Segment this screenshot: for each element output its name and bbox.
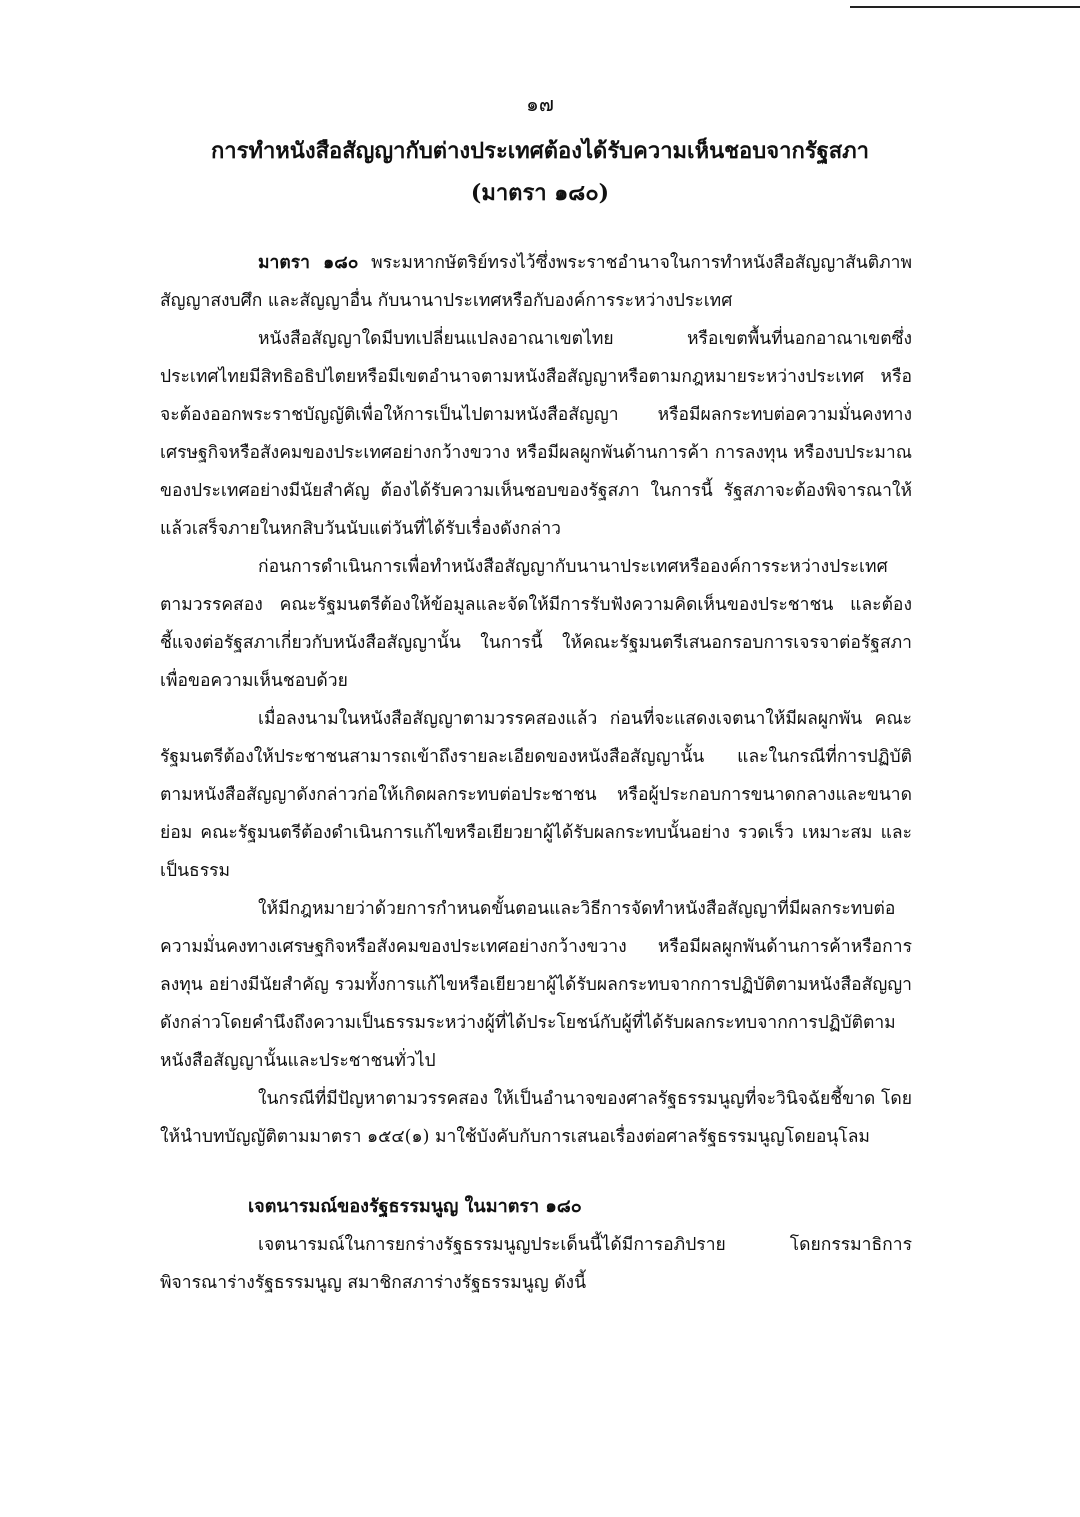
paragraph-1-text: พระมหากษัตริย์ทรงไว้ซึ่งพระราชอำนาจในการทำหนังสือสัญญาสันติภาพ สัญญาสงบศึก และสัญญาอื่น กับนานาประเทศหรือกับองค์การระหว่างประเทศ <box>160 253 912 311</box>
paragraph-4: เมื่อลงนามในหนังสือสัญญาตามวรรคสองแล้ว ก่อนที่จะแสดงเจตนาให้มีผลผูกพัน คณะรัฐมนตรีต้องให้ประชาชนสามารถเข้าถึงรายละเอียดของหนังสือสัญญานั้น และในกรณีที่การปฏิบัติตามหนังสือสัญญาดังกล่าวก่อให้เกิดผลกระทบต่อประชาชน หรือผู้ประกอบการขนาดกลางและขนาดย่อม คณะรัฐมนตรีต้องดำเนินการแก้ไขหรือเยียวยาผู้ได้รับผลกระทบนั้นอย่าง รวดเร็ว เหมาะสม และเป็นธรรม <box>160 709 912 881</box>
page-number: ๑๗ <box>526 92 554 116</box>
title-line-1: การทำหนังสือสัญญากับต่างประเทศต้องได้รับความเห็นชอบจากรัฐสภา <box>210 138 870 164</box>
section-paragraph-1: เจตนารมณ์ในการยกร่างรัฐธรรมนูญประเด็นนี้ได้มีการอภิปราย โดยกรรมาธิการพิจารณาร่างรัฐธรรมนูญ สมาชิกสภาร่างรัฐธรรมนูญ ดังนี้ <box>160 1235 912 1293</box>
paragraph-section-180 <box>160 244 912 320</box>
title-line-2: (มาตรา ๑๘๐) <box>470 180 610 206</box>
paragraph-6: ในกรณีที่มีปัญหาตามวรรคสอง ให้เป็นอำนาจของศาลรัฐธรรมนูญที่จะวินิจฉัยชี้ขาด โดยให้นำบทบัญญัติตามมาตรา ๑๕๔(๑) มาใช้บังคับกับการเสนอเรื่องต่อศาลรัฐธรรมนูญโดยอนุโลม <box>160 1089 912 1147</box>
paragraph-5: ให้มีกฎหมายว่าด้วยการกำหนดขั้นตอนและวิธีการจัดทำหนังสือสัญญาที่มีผลกระทบต่อความมั่นคงทางเศรษฐกิจหรือสังคมของประเทศอย่างกว้างขวาง หรือมีผลผูกพันด้านการค้าหรือการลงทุน อย่างมีนัยสำคัญ รวมทั้งการแก้ไขหรือเยียวยาผู้ได้รับผลกระทบจากการปฏิบัติตามหนังสือสัญญาดังกล่าวโดยคำนึงถึงความเป็นธรรมระหว่างผู้ที่ได้ประโยชน์กับผู้ที่ได้รับผลกระทบจากการปฏิบัติตามหนังสือสัญญานั้นและประชาชนทั่วไป <box>160 899 912 1071</box>
page-title <box>150 130 930 214</box>
section-label: มาตรา ๑๘๐ <box>258 253 359 273</box>
paragraph-2: หนังสือสัญญาใดมีบทเปลี่ยนแปลงอาณาเขตไทย หรือเขตพื้นที่นอกอาณาเขตซึ่งประเทศไทยมีสิทธิอธิปไตยหรือมีเขตอำนาจตามหนังสือสัญญาหรือตามกฎหมายระหว่างประเทศ หรือจะต้องออกพระราชบัญญัติเพื่อให้การเป็นไปตามหนังสือสัญญา หรือมีผลกระทบต่อความมั่นคงทางเศรษฐกิจหรือสังคมของประเทศอย่างกว้างขวาง หรือมีผลผูกพันด้านการค้า การลงทุน หรืองบประมาณของประเทศอย่างมีนัยสำคัญ ต้องได้รับความเห็นชอบของรัฐสภา ในการนี้ รัฐสภาจะต้องพิจารณาให้แล้วเสร็จภายในหกสิบวันนับแต่วันที่ได้รับเรื่องดังกล่าว <box>160 329 912 539</box>
paragraph-3: ก่อนการดำเนินการเพื่อทำหนังสือสัญญากับนานาประเทศหรือองค์การระหว่างประเทศตามวรรคสอง คณะรัฐมนตรีต้องให้ข้อมูลและจัดให้มีการรับฟังความคิดเห็นของประชาชน และต้องชี้แจงต่อรัฐสภาเกี่ยวกับหนังสือสัญญานั้น ในการนี้ ให้คณะรัฐมนตรีเสนอกรอบการเจรจาต่อรัฐสภาเพื่อขอความเห็นชอบด้วย <box>160 557 912 691</box>
scan-edge-line <box>850 6 1080 8</box>
section-heading: เจตนารมณ์ของรัฐธรรมนูญ ในมาตรา ๑๘๐ <box>248 1196 582 1217</box>
document-body <box>160 244 912 1302</box>
